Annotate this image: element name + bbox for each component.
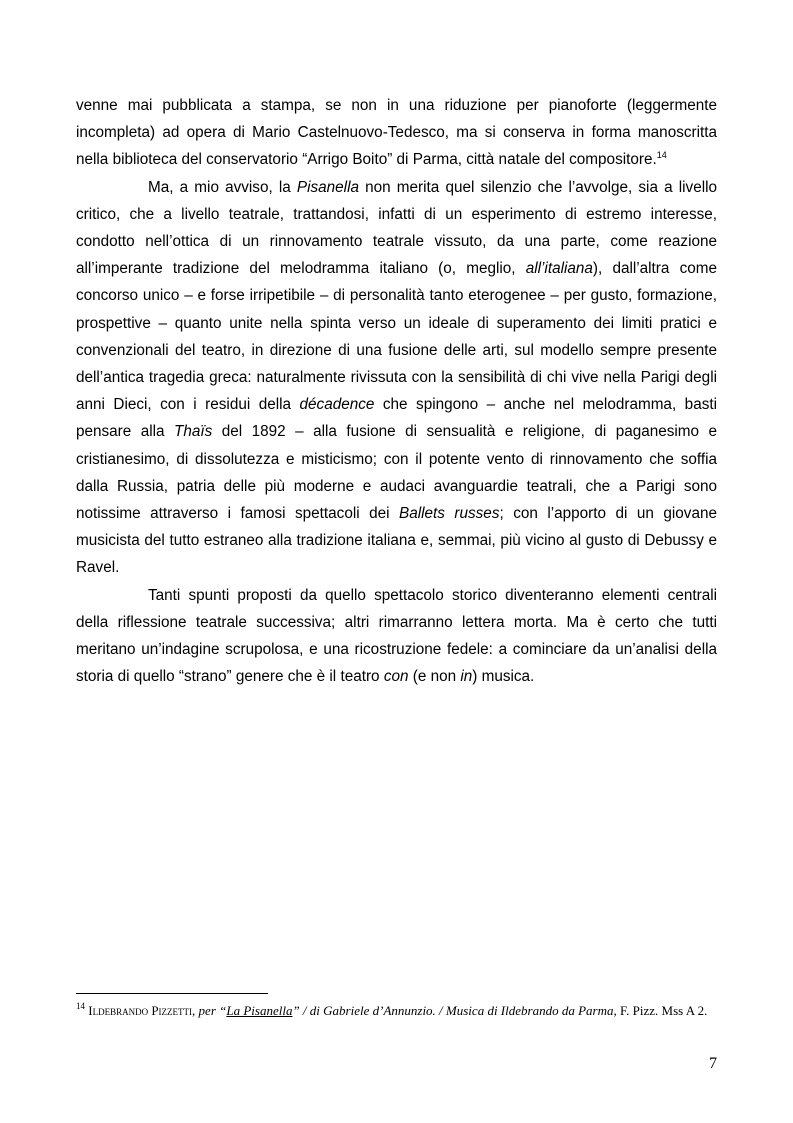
paragraph (76, 174, 717, 582)
footnote-14 (76, 998, 717, 1024)
text-run: ) musica. (472, 668, 535, 686)
text-run: Thaïs (174, 423, 213, 441)
text-run: Ballets russes (399, 505, 500, 523)
text-run: non merita quel silenzio che l’avvolge, sia a livello critico, che a livello teatrale, trattandosi, infatti di un esperimento di estremo interesse, condotto nell’ottica di un rinnovamento teatrale vissuto, da una parte, come reazione all’imperante tradizione del melodramma italiano (o, meglio, (76, 178, 718, 278)
footnote-separator (76, 993, 268, 994)
text-run: Pisanella (296, 178, 359, 196)
footnote-ref: 14 (656, 150, 667, 161)
text-run: venne mai pubblicata a stampa, se non in una riduzione per pianoforte (leggermente incompleta) ad opera di Mario Castelnuovo-Tedesco, ma si conserva in forma manoscritta nella biblioteca del conservatorio “Arrigo Boito” di Parma, città natale del compositore. (76, 97, 717, 169)
text-run: con (383, 668, 409, 686)
text-run: Ildebrando Pizzetti (88, 1003, 193, 1018)
body-text (76, 92, 717, 690)
text-run: La Pisanella (226, 1003, 293, 1018)
text-run: , (192, 1003, 199, 1018)
paragraph (76, 92, 717, 174)
text-run: Tanti spunti proposti da quello spettacolo storico diventeranno elementi centrali della riflessione teatrale successiva; altri rimarranno lettera morta. Ma è certo che tutti meritano un’indagine scrupolosa, e una ricostruzione fedele: a cominciare da un’analisi della storia di quello “strano” genere che è il teatro (76, 586, 717, 686)
text-run: , F. Pizz. Mss A 2. (613, 1003, 708, 1018)
text-run: décadence (299, 396, 375, 414)
text-run: ; con l’apporto di un giovane musicista del tutto estraneo alla tradizione italiana e, semmai, più vicino al gusto di Debussy e Ravel. (76, 505, 717, 577)
text-run: in (460, 668, 473, 686)
text-run: per “ (198, 1003, 227, 1018)
text-run: all’italiana (525, 260, 593, 278)
text-run: Ma, a mio avviso, la (148, 178, 297, 196)
footnote-ref: 14 (76, 1001, 85, 1011)
text-run: del 1892 – alla fusione di sensualità e religione, di paganesimo e cristianesimo, di dissolutezza e misticismo; con il potente vento di rinnovamento che soffia dalla Russia, patria delle più moderne e audaci avanguardie teatrali, che a Parigi sono notissime attraverso i famosi spettacoli dei (76, 423, 717, 523)
text-run: (e non (408, 668, 461, 686)
text-run: che spingono – anche nel melodramma, basti pensare alla (76, 396, 717, 441)
text-run: ), dall’altra come concorso unico – e forse irripetibile – di personalità tanto eterogenee – per gusto, formazione, prospettive – quanto unite nella spinta verso un ideale di superamento dei limiti pratici e convenzionali del teatro, in direzione di una fusione delle arti, sul modello sempre presente dell’antica tragedia greca: naturalmente rivissuta con la sensibilità di chi vive nella Parigi degli anni Dieci, con i residui della (76, 260, 718, 414)
page-number: 7 (709, 1055, 717, 1072)
text-run: ” / di Gabriele d’Annunzio. / Musica di Ildebrando da Parma (292, 1003, 614, 1018)
paragraph (76, 582, 717, 691)
